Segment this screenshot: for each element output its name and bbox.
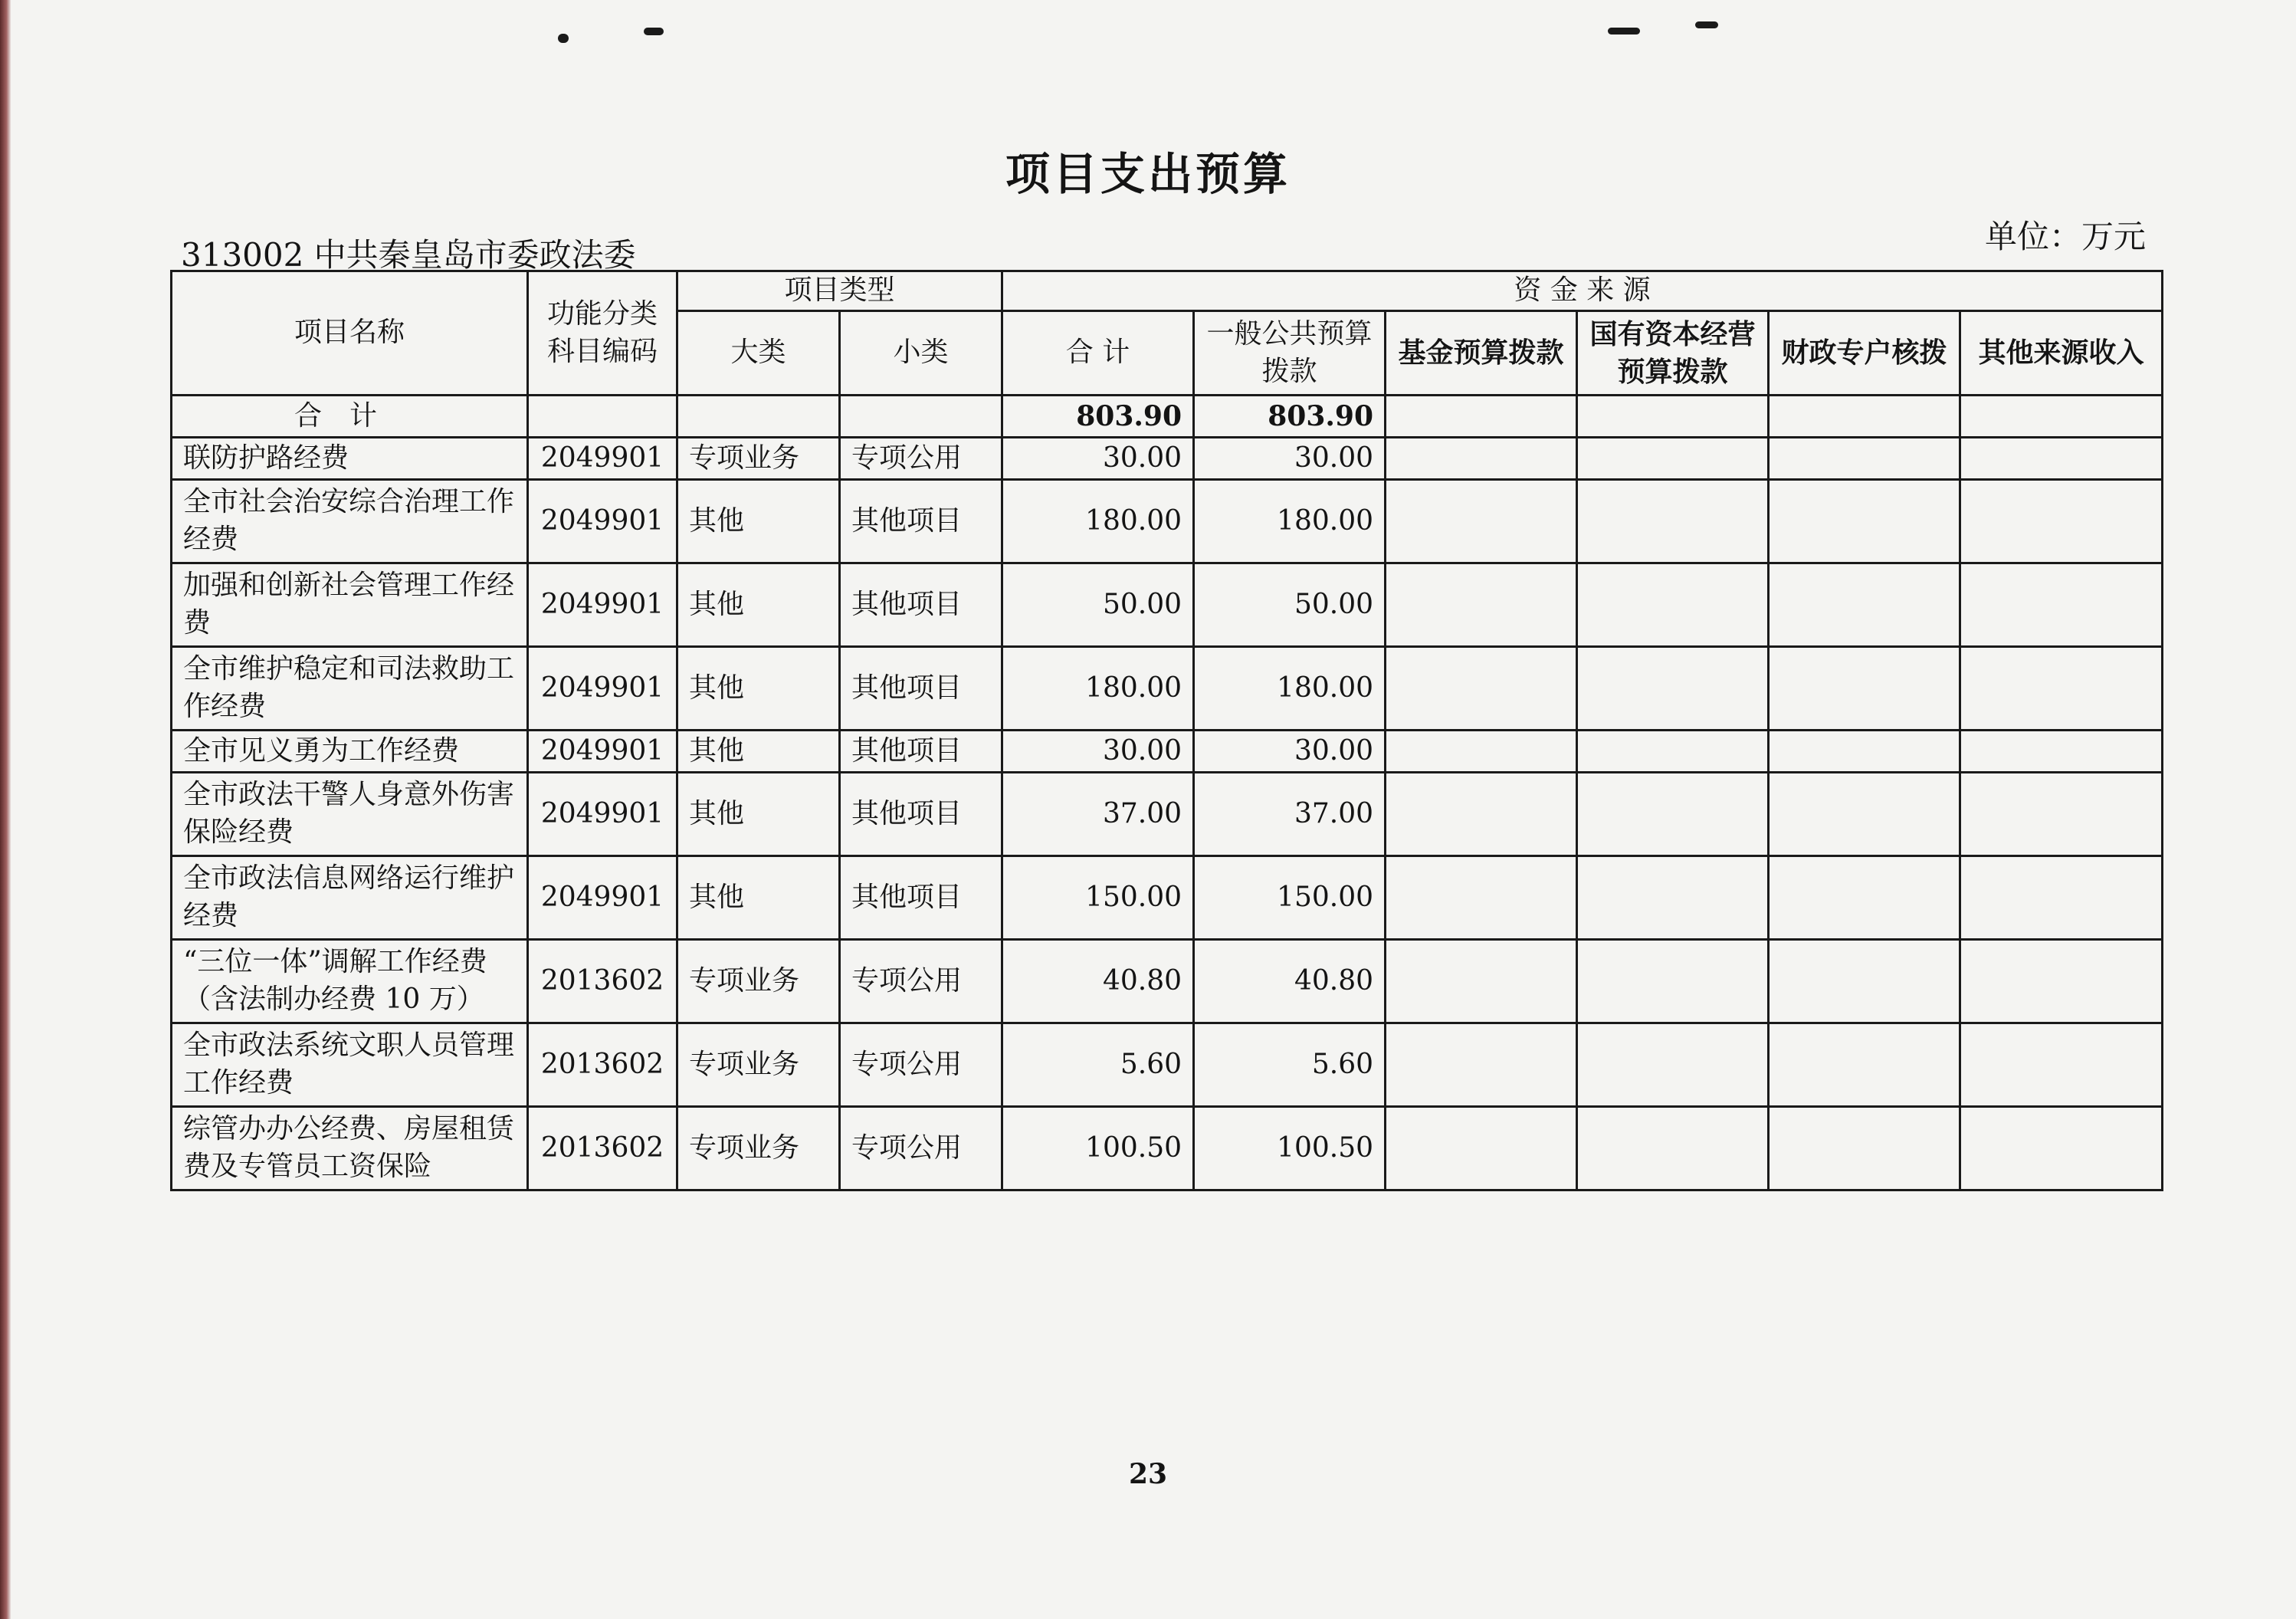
row-general-public: 37.00 — [1194, 773, 1386, 856]
summary-general-public: 803.90 — [1194, 396, 1386, 438]
row-general-public: 30.00 — [1194, 438, 1386, 480]
table-cell — [1577, 1107, 1769, 1190]
row-minor: 专项公用 — [840, 438, 1002, 480]
scan-mark — [558, 34, 569, 43]
table-row — [172, 438, 2163, 480]
table-cell — [1386, 1023, 1577, 1107]
table-cell — [1386, 773, 1577, 856]
summary-total: 803.90 — [1002, 396, 1194, 438]
table-cell — [1960, 773, 2163, 856]
page-number: 23 — [1128, 1458, 1168, 1490]
row-name: “三位一体”调解工作经费（含法制办经费 10 万） — [172, 940, 528, 1023]
scan-mark — [1695, 21, 1718, 28]
header-project-name: 项目名称 — [172, 271, 528, 396]
row-code: 2049901 — [528, 856, 677, 940]
header-function-code: 功能分类科目编码 — [528, 271, 677, 396]
table-cell — [1577, 1023, 1769, 1107]
table-row — [172, 940, 2163, 1023]
row-major: 其他 — [677, 731, 840, 773]
row-name: 加强和创新社会管理工作经费 — [172, 563, 528, 647]
table-cell — [1386, 856, 1577, 940]
row-major: 其他 — [677, 647, 840, 731]
table-cell — [528, 396, 677, 438]
table-cell — [1769, 856, 1960, 940]
header-general-public: 一般公共预算拨款 — [1194, 311, 1386, 396]
row-major: 专项业务 — [677, 940, 840, 1023]
header-minor: 小类 — [840, 311, 1002, 396]
row-name: 全市见义勇为工作经费 — [172, 731, 528, 773]
row-general-public: 180.00 — [1194, 480, 1386, 563]
table-cell — [677, 396, 840, 438]
table-cell — [1769, 563, 1960, 647]
budget-table — [170, 270, 2163, 1191]
row-total: 30.00 — [1002, 438, 1194, 480]
table-cell — [1960, 1023, 2163, 1107]
table-cell — [1769, 1023, 1960, 1107]
table-cell — [1386, 396, 1577, 438]
table-cell — [1960, 647, 2163, 731]
row-name: 全市政法系统文职人员管理工作经费 — [172, 1023, 528, 1107]
row-name: 全市政法干警人身意外伤害保险经费 — [172, 773, 528, 856]
row-total: 50.00 — [1002, 563, 1194, 647]
table-cell — [1386, 731, 1577, 773]
header-state-capital: 国有资本经营预算拨款 — [1577, 311, 1769, 396]
row-name: 联防护路经费 — [172, 438, 528, 480]
table-cell — [1577, 856, 1769, 940]
table-row — [172, 731, 2163, 773]
table-cell — [1386, 1107, 1577, 1190]
row-minor: 其他项目 — [840, 773, 1002, 856]
table-cell — [1960, 563, 2163, 647]
table-cell — [1577, 731, 1769, 773]
row-minor: 其他项目 — [840, 856, 1002, 940]
header-fiscal-special: 财政专户核拨 — [1769, 311, 1960, 396]
row-name: 全市社会治安综合治理工作经费 — [172, 480, 528, 563]
row-general-public: 30.00 — [1194, 731, 1386, 773]
table-cell — [1577, 773, 1769, 856]
table-cell — [1769, 731, 1960, 773]
row-code: 2049901 — [528, 438, 677, 480]
row-major: 其他 — [677, 773, 840, 856]
row-major: 专项业务 — [677, 438, 840, 480]
row-name: 综管办办公经费、房屋租赁费及专管员工资保险 — [172, 1107, 528, 1190]
organization-label: 313002 中共秦皇岛市委政法委 — [181, 236, 636, 274]
summary-row — [172, 396, 2163, 438]
page-title: 项目支出预算 — [1005, 148, 1291, 200]
table-cell — [1577, 438, 1769, 480]
table-cell — [1386, 563, 1577, 647]
header-fund-budget: 基金预算拨款 — [1386, 311, 1577, 396]
row-major: 其他 — [677, 856, 840, 940]
row-total: 100.50 — [1002, 1107, 1194, 1190]
header-total: 合 计 — [1002, 311, 1194, 396]
table-cell — [1386, 438, 1577, 480]
table-cell — [1577, 396, 1769, 438]
row-general-public: 180.00 — [1194, 647, 1386, 731]
table-cell — [1386, 940, 1577, 1023]
summary-label: 合计 — [172, 396, 528, 438]
table-row — [172, 563, 2163, 647]
row-minor: 其他项目 — [840, 731, 1002, 773]
table-cell — [1769, 773, 1960, 856]
row-general-public: 100.50 — [1194, 1107, 1386, 1190]
header-project-type: 项目类型 — [677, 271, 1002, 311]
table-cell — [1386, 647, 1577, 731]
table-row — [172, 1107, 2163, 1190]
row-total: 37.00 — [1002, 773, 1194, 856]
row-minor: 专项公用 — [840, 1107, 1002, 1190]
row-general-public: 5.60 — [1194, 1023, 1386, 1107]
table-cell — [1577, 563, 1769, 647]
table-row — [172, 1023, 2163, 1107]
table-cell — [1769, 940, 1960, 1023]
row-total: 40.80 — [1002, 940, 1194, 1023]
header-other-income: 其他来源收入 — [1960, 311, 2163, 396]
table-row — [172, 480, 2163, 563]
row-code: 2049901 — [528, 731, 677, 773]
unit-label: 单位：万元 — [1984, 218, 2146, 255]
table-cell — [1960, 856, 2163, 940]
row-general-public: 150.00 — [1194, 856, 1386, 940]
row-total: 5.60 — [1002, 1023, 1194, 1107]
header-major: 大类 — [677, 311, 840, 396]
table-row — [172, 647, 2163, 731]
row-general-public: 40.80 — [1194, 940, 1386, 1023]
row-major: 其他 — [677, 480, 840, 563]
scan-mark — [1608, 28, 1640, 34]
row-total: 150.00 — [1002, 856, 1194, 940]
table-cell — [1769, 438, 1960, 480]
row-code: 2049901 — [528, 773, 677, 856]
table-row — [172, 856, 2163, 940]
row-minor: 其他项目 — [840, 563, 1002, 647]
table-cell — [1769, 396, 1960, 438]
table-cell — [1577, 480, 1769, 563]
table-cell — [1769, 480, 1960, 563]
row-code: 2013602 — [528, 1023, 677, 1107]
table-row — [172, 773, 2163, 856]
row-minor: 专项公用 — [840, 940, 1002, 1023]
scan-mark — [644, 28, 664, 35]
row-code: 2049901 — [528, 563, 677, 647]
row-code: 2049901 — [528, 647, 677, 731]
row-total: 30.00 — [1002, 731, 1194, 773]
table-cell — [1960, 940, 2163, 1023]
table-cell — [1960, 396, 2163, 438]
row-total: 180.00 — [1002, 480, 1194, 563]
row-total: 180.00 — [1002, 647, 1194, 731]
table-cell — [1960, 1107, 2163, 1190]
table-cell — [840, 396, 1002, 438]
row-name: 全市维护稳定和司法救助工作经费 — [172, 647, 528, 731]
table-cell — [1769, 647, 1960, 731]
row-minor: 其他项目 — [840, 647, 1002, 731]
row-minor: 其他项目 — [840, 480, 1002, 563]
row-major: 其他 — [677, 563, 840, 647]
table-cell — [1577, 940, 1769, 1023]
table-cell — [1960, 731, 2163, 773]
header-funding-source: 资 金 来 源 — [1002, 271, 2163, 311]
table-cell — [1386, 480, 1577, 563]
row-general-public: 50.00 — [1194, 563, 1386, 647]
table-cell — [1960, 480, 2163, 563]
row-major: 专项业务 — [677, 1107, 840, 1190]
row-code: 2049901 — [528, 480, 677, 563]
table-cell — [1577, 647, 1769, 731]
row-major: 专项业务 — [677, 1023, 840, 1107]
table-cell — [1769, 1107, 1960, 1190]
row-code: 2013602 — [528, 940, 677, 1023]
row-name: 全市政法信息网络运行维护经费 — [172, 856, 528, 940]
row-minor: 专项公用 — [840, 1023, 1002, 1107]
table-cell — [1960, 438, 2163, 480]
row-code: 2013602 — [528, 1107, 677, 1190]
scan-edge — [0, 0, 11, 1619]
